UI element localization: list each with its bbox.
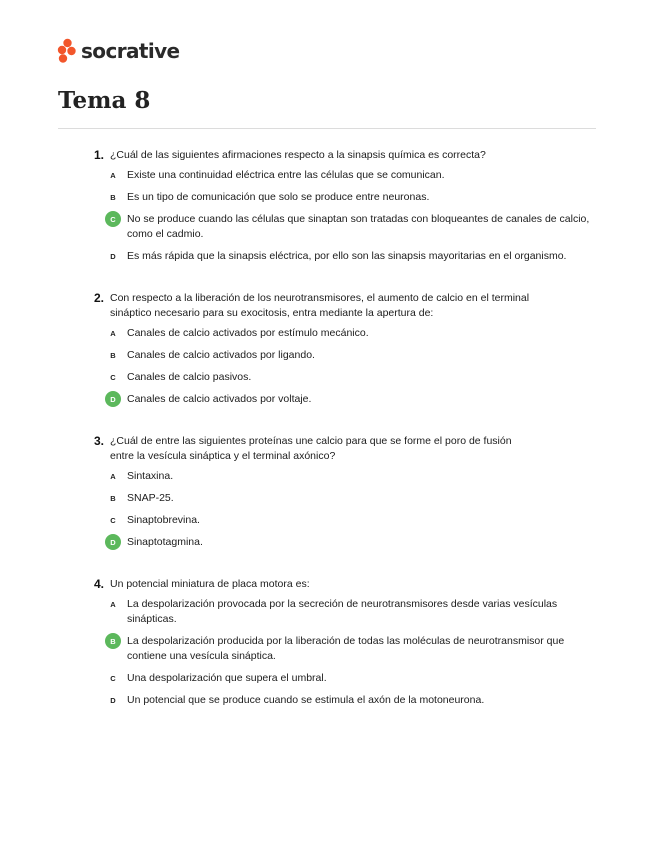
question-list	[82, 148, 596, 735]
option-text: Canales de calcio activados por voltaje.	[127, 393, 312, 405]
option-2c	[105, 370, 596, 385]
option-letter-badge: A	[110, 599, 116, 609]
answer-options	[105, 597, 596, 708]
option-2d	[105, 392, 596, 407]
question-text: Un potencial miniatura de placa motora es:	[110, 578, 310, 590]
correct-option-badge: C	[105, 211, 121, 227]
question-2	[82, 291, 596, 407]
correct-option-badge: D	[105, 391, 121, 407]
option-letter-badge: D	[110, 251, 116, 261]
question-number: 4.	[93, 577, 104, 591]
option-text: Un potencial que se produce cuando se estimula el axón de la motoneurona.	[127, 694, 485, 706]
option-letter-badge: A	[110, 170, 116, 180]
option-1d	[105, 249, 596, 264]
socrative-dots-logo-icon	[57, 38, 77, 64]
question-text: ¿Cuál de entre las siguientes proteínas une calcio para que se forme el poro de fusión entre la vesícula sináptica y el terminal axónico?	[110, 435, 512, 462]
option-3a	[105, 469, 596, 484]
option-letter-badge: B	[110, 493, 116, 503]
option-4a	[105, 597, 596, 627]
option-text: Canales de calcio activados por estímulo mecánico.	[127, 327, 369, 339]
question-number: 3.	[93, 434, 104, 448]
option-text: SNAP-25.	[127, 492, 174, 504]
option-letter-badge: C	[110, 515, 116, 525]
option-3b	[105, 491, 596, 506]
option-4b	[105, 634, 596, 664]
question-header	[82, 291, 596, 321]
question-text: ¿Cuál de las siguientes afirmaciones respecto a la sinapsis química es correcta?	[110, 149, 486, 161]
title-divider	[58, 128, 596, 129]
option-text: Sinaptobrevina.	[127, 514, 200, 526]
answer-options	[105, 469, 596, 550]
option-text: Una despolarización que supera el umbral.	[127, 672, 327, 684]
option-letter-badge: A	[110, 471, 116, 481]
option-4d	[105, 693, 596, 708]
option-3d	[105, 535, 596, 550]
question-1	[82, 148, 596, 264]
question-header	[82, 148, 596, 163]
option-1a	[105, 168, 596, 183]
question-4	[82, 577, 596, 708]
option-text: Es un tipo de comunicación que solo se produce entre neuronas.	[127, 191, 430, 203]
option-text: Sinaptotagmina.	[127, 536, 203, 548]
option-text: Es más rápida que la sinapsis eléctrica, por ello son las sinapsis mayoritarias en el organismo.	[127, 250, 567, 262]
question-header	[82, 434, 596, 464]
question-header	[82, 577, 596, 592]
option-text: No se produce cuando las células que sinaptan son tratadas con bloqueantes de canales de calcio, como el cadmio.	[127, 213, 590, 240]
option-1c	[105, 212, 596, 242]
option-text: La despolarización provocada por la secreción de neurotransmisores desde varias vesículas sinápticas.	[127, 598, 558, 625]
option-text: Existe una continuidad eléctrica entre las células que se comunican.	[127, 169, 445, 181]
question-text: Con respecto a la liberación de los neurotransmisores, el aumento de calcio en el terminal sináptico necesario para su exocitosis, entra mediante la apertura de:	[110, 292, 530, 319]
option-letter-badge: D	[110, 695, 116, 705]
answer-options	[105, 326, 596, 407]
question-number: 2.	[93, 291, 104, 305]
brand-name: socrative	[81, 39, 180, 63]
option-letter-badge: B	[110, 192, 116, 202]
socrative-logo	[57, 38, 179, 64]
option-text: Canales de calcio pasivos.	[127, 371, 252, 383]
option-4c	[105, 671, 596, 686]
option-letter-badge: C	[110, 372, 116, 382]
question-3	[82, 434, 596, 550]
option-2b	[105, 348, 596, 363]
option-text: Sintaxina.	[127, 470, 174, 482]
correct-option-badge: B	[105, 633, 121, 649]
page-title: Tema 8	[58, 87, 151, 114]
question-number: 1.	[93, 148, 104, 162]
correct-option-badge: D	[105, 534, 121, 550]
option-2a	[105, 326, 596, 341]
option-letter-badge: A	[110, 328, 116, 338]
answer-options	[105, 168, 596, 264]
option-letter-badge: C	[110, 673, 116, 683]
option-1b	[105, 190, 596, 205]
option-text: Canales de calcio activados por ligando.	[127, 349, 315, 361]
option-text: La despolarización producida por la liberación de todas las moléculas de neurotransmisor que contiene una vesícula sináptica.	[127, 635, 565, 662]
option-letter-badge: B	[110, 350, 116, 360]
option-3c	[105, 513, 596, 528]
